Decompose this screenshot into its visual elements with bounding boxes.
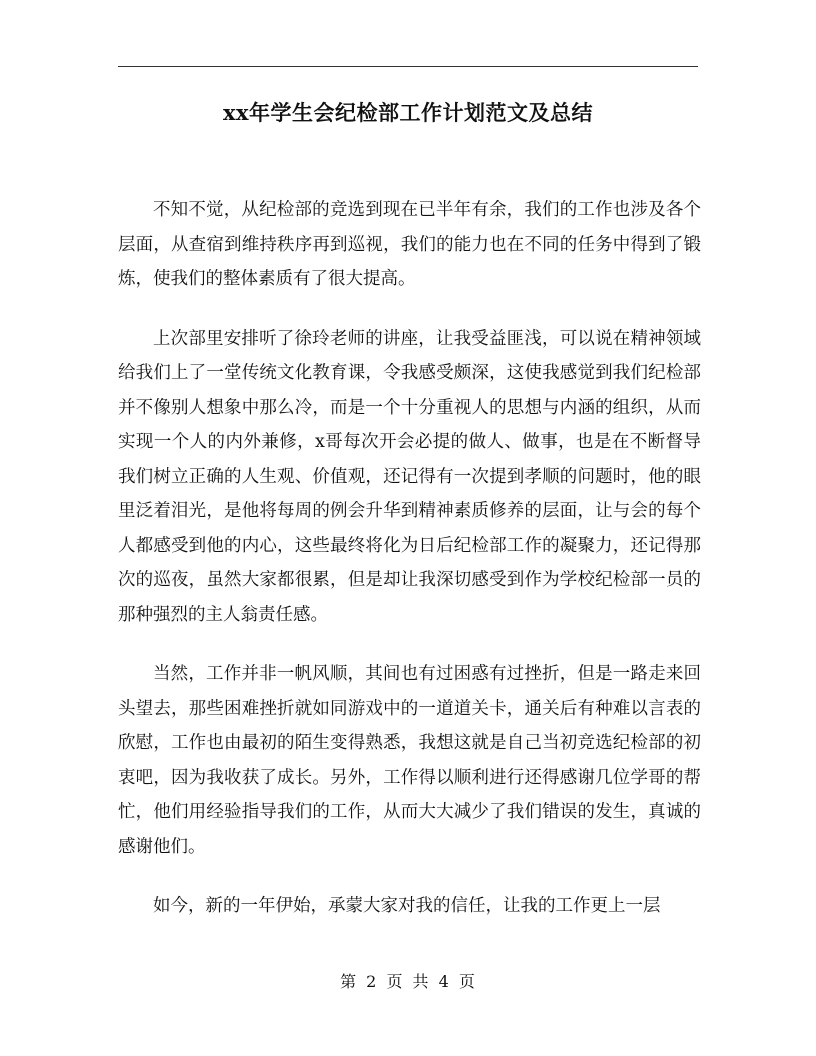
document-title: xx年学生会纪检部工作计划范文及总结 [222, 100, 594, 125]
header-rule [118, 66, 698, 67]
body-paragraph-4: 如今，新的一年伊始，承蒙大家对我的信任，让我的工作更上一层 [153, 896, 661, 916]
body-paragraph-1: 不知不觉，从纪检部的竞选到现在已半年有余，我们的工作也涉及各个层面，从查宿到维持秩序再到巡视，我们的能力也在不同的任务中得到了锻炼，使我们的整体素质有了很大提高。 [118, 200, 701, 289]
body-paragraph-3: 当然，工作并非一帆风顺，其间也有过困惑有过挫折，但是一路走来回头望去，那些困难挫折就如同游戏中的一道道关卡，通关后有种难以言表的欣慰，工作也由最初的陌生变得熟悉，我想这就是自己当初竞选纪检部的初衷吧，因为我收获了成长。另外，工作得以顺利进行还得感谢几位学哥的帮忙，他们用经验指导我们的工作，从而大大减少了我们错误的发生，真诚的感谢他们。 [118, 664, 701, 857]
page-number-footer: 第 2 页 共 4 页 [340, 972, 476, 991]
document-body [118, 193, 701, 924]
body-paragraph-2: 上次部里安排听了徐玲老师的讲座，让我受益匪浅，可以说在精神领域给我们上了一堂传统文化教育课，令我感受颇深，这使我感觉到我们纪检部并不像别人想象中那么冷，而是一个十分重视人的思想与内涵的组织，从而实现一个人的内外兼修，x哥每次开会必提的做人、做事，也是在不断督导我们树立正确的人生观、价值观，还记得有一次提到孝顺的问题时，他的眼里泛着泪光，是他将每周的例会升华到精神素质修养的层面，让与会的每个人都感受到他的内心，这些最终将化为日后纪检部工作的凝聚力，还记得那次的巡夜，虽然大家都很累，但是却让我深切感受到作为学校纪检部一员的那种强烈的主人翁责任感。 [118, 328, 701, 625]
